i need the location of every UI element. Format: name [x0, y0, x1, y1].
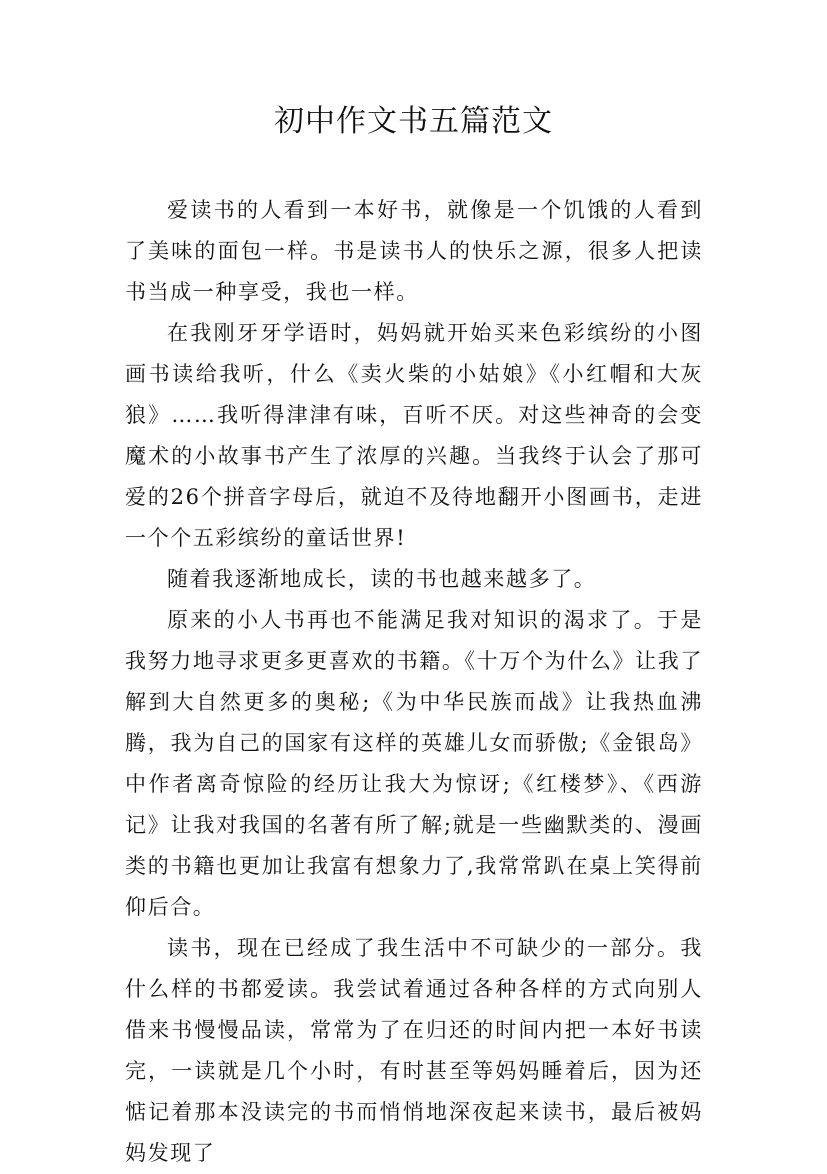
paragraph-4: 原来的小人书再也不能满足我对知识的渴求了。于是我努力地寻求更多更喜欢的书籍。《十万个为什么》让我了解到大自然更多的奥秘;《为中华民族而战》让我热血沸腾，我为自己的国家有这样的英雄儿女而骄傲;《金银岛》中作者离奇惊险的经历让我大为惊讶;《红楼梦》、《西游记》让我对我国的名著有所了解;就是一些幽默类的、漫画类的书籍也更加让我富有想象力了,我常常趴在桌上笑得前仰后合。: [125, 608, 703, 919]
paragraph-2: 在我刚牙牙学语时，妈妈就开始买来色彩缤纷的小图画书读给我听，什么《卖火柴的小姑娘》《小红帽和大灰狼》……我听得津津有味，百听不厌。对这些神奇的会变魔术的小故事书产生了浓厚的兴趣。当我终于认会了那可爱的26个拼音字母后，就迫不及待地翻开小图画书，走进一个个五彩缤纷的童话世界!: [125, 321, 703, 550]
document-body: [125, 190, 703, 1174]
document-title: 初中作文书五篇范文: [274, 104, 553, 139]
paragraph-3: 随着我逐渐地成长，读的书也越来越多了。: [167, 567, 597, 591]
paragraph-5: 读书，现在已经成了我生活中不可缺少的一部分。我什么样的书都爱读。我尝试着通过各种各样的方式向别人借来书慢慢品读，常常为了在归还的时间内把一本好书读完，一读就是几个小时，有时甚至等妈妈睡着后，因为还惦记着那本没读完的书而悄悄地深夜起来读书，最后被妈妈发现了: [125, 936, 703, 1165]
paragraph-1: 爱读书的人看到一本好书，就像是一个饥饿的人看到了美味的面包一样。书是读书人的快乐之源，很多人把读书当成一种享受，我也一样。: [125, 198, 703, 304]
